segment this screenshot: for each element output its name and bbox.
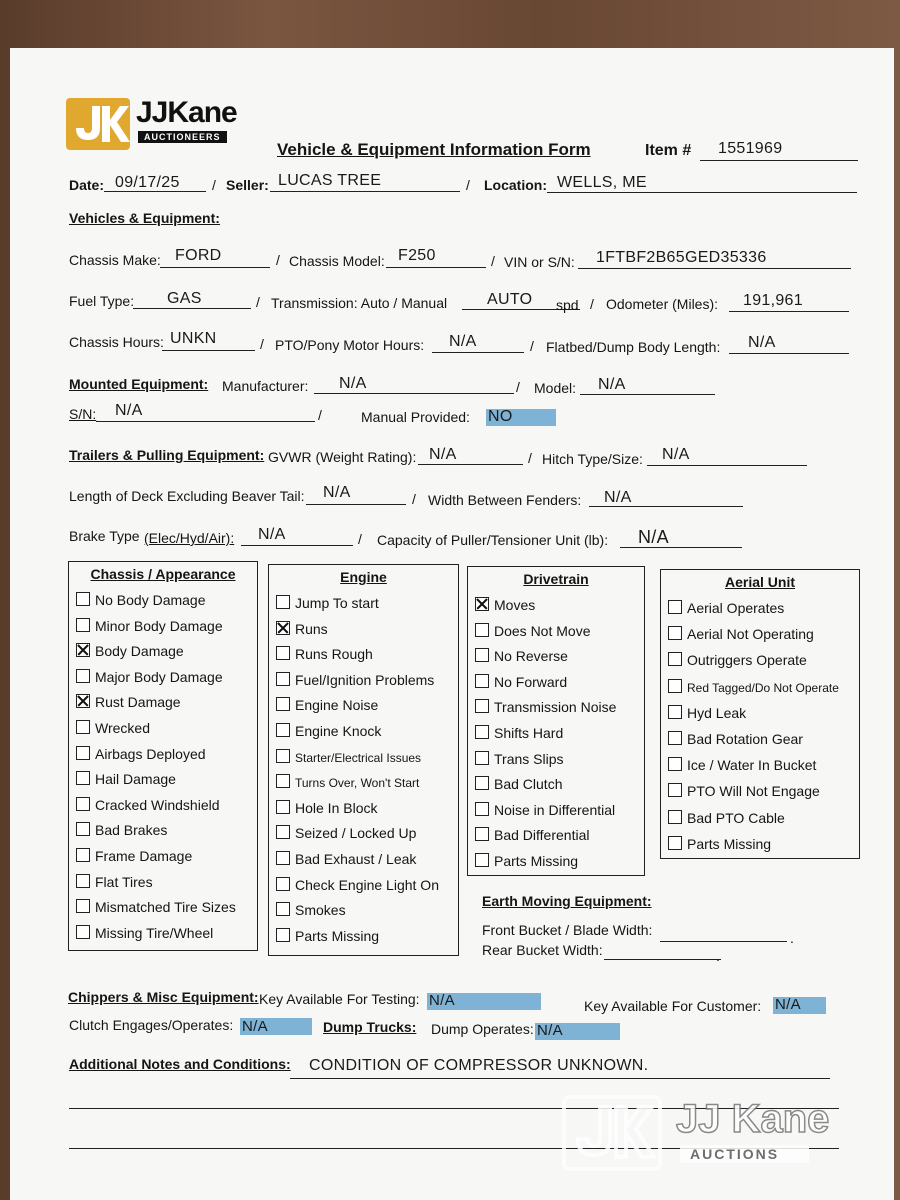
vin-label: VIN or S/N: — [504, 254, 575, 270]
key-testing-value: N/A — [429, 992, 455, 1009]
seller-value: LUCAS TREE — [278, 172, 382, 189]
checkbox-label: Aerial Operates — [687, 600, 785, 616]
brake-value: N/A — [258, 526, 286, 543]
checkbox-item[interactable] — [668, 705, 746, 721]
seller-line — [270, 191, 460, 192]
sn-line — [96, 421, 315, 422]
pto-hours-value: N/A — [449, 333, 477, 350]
chassis-hours-label: Chassis Hours: — [69, 334, 164, 350]
fuel-line — [133, 308, 251, 309]
engine-box-title: Engine — [340, 569, 387, 585]
checkbox-item[interactable] — [668, 757, 816, 773]
vin-line — [578, 268, 851, 269]
sep-slash: / — [491, 253, 495, 269]
checkbox-item[interactable] — [76, 822, 167, 838]
engine-box — [268, 564, 459, 956]
watermark — [562, 1095, 872, 1175]
checkbox-item[interactable] — [668, 679, 839, 695]
key-customer-value: N/A — [775, 996, 801, 1013]
checkbox-label: Fuel/Ignition Problems — [295, 671, 435, 688]
aerial-unit-box — [660, 569, 860, 859]
chassis-model-line — [386, 267, 486, 268]
sep-slash: / — [256, 294, 260, 310]
checkbox-icon[interactable] — [76, 848, 90, 862]
checkbox-item[interactable] — [668, 600, 784, 616]
gvwr-line — [418, 464, 523, 465]
checkbox-icon[interactable] — [668, 836, 682, 850]
checkbox-icon[interactable] — [76, 899, 90, 913]
checkbox-item[interactable] — [668, 652, 807, 668]
checkbox-icon[interactable] — [475, 802, 489, 816]
checkbox-item[interactable] — [475, 853, 578, 869]
checkbox-icon[interactable] — [276, 800, 290, 814]
checkbox-item[interactable] — [76, 848, 192, 864]
flatbed-line — [729, 353, 849, 354]
checkbox-icon[interactable] — [475, 725, 489, 739]
manual-value: NO — [488, 408, 513, 425]
chassis-make-value: FORD — [175, 247, 222, 264]
date-label: Date: — [69, 177, 105, 193]
manufacturer-label: Manufacturer: — [222, 378, 309, 394]
checkbox-icon[interactable] — [276, 928, 290, 942]
chippers-heading: Chippers & Misc Equipment: — [68, 989, 259, 1005]
checkbox-label: Minor Body Damage — [95, 617, 223, 634]
checkbox-label: Flat Tires — [95, 873, 153, 890]
checkbox-icon[interactable] — [76, 720, 90, 734]
fenders-label: Width Between Fenders: — [428, 492, 582, 508]
checkbox-label: Bad Brakes — [95, 822, 168, 839]
checkbox-icon[interactable] — [668, 600, 682, 614]
checkbox-icon[interactable] — [76, 797, 90, 811]
fuel-value: GAS — [167, 290, 202, 307]
checkbox-icon[interactable] — [668, 783, 682, 797]
sep-slash: / — [318, 407, 322, 423]
model-label: Model: — [534, 380, 577, 396]
checkbox-item[interactable] — [668, 626, 814, 642]
dump-heading: Dump Trucks: — [323, 1019, 417, 1035]
checkbox-item[interactable] — [475, 699, 616, 715]
checkbox-item[interactable] — [76, 797, 220, 813]
checkbox-icon[interactable] — [668, 679, 682, 693]
checkbox-item[interactable] — [475, 776, 562, 792]
earth-heading: Earth Moving Equipment: — [482, 893, 652, 909]
checkbox-label: Jump To start — [295, 595, 379, 611]
sep-slash: / — [260, 336, 264, 352]
checkbox-item[interactable] — [276, 877, 439, 893]
checkbox-item[interactable] — [276, 595, 379, 611]
checkbox-icon[interactable] — [76, 592, 90, 606]
checkbox-icon[interactable] — [76, 771, 90, 785]
jjkane-logo — [66, 96, 266, 152]
flatbed-value: N/A — [748, 334, 776, 351]
checkbox-label: Parts Missing — [295, 927, 380, 944]
checkbox-item[interactable] — [76, 592, 206, 608]
checkbox-icon[interactable] — [475, 853, 489, 867]
deck-label: Length of Deck Excluding Beaver Tail: — [69, 488, 305, 504]
chassis-make-label: Chassis Make: — [69, 252, 161, 268]
checkbox-icon[interactable] — [276, 851, 290, 865]
drivetrain-box — [467, 566, 645, 876]
front-bucket-label: Front Bucket / Blade Width: — [482, 922, 653, 938]
checkbox-label: Parts Missing — [494, 853, 579, 869]
seller-label: Seller: — [226, 177, 269, 193]
checkbox-label: Shifts Hard — [494, 725, 564, 741]
chassis-appearance-box — [68, 561, 258, 951]
rear-bucket-line — [604, 959, 721, 960]
gvwr-label: GVWR (Weight Rating): — [268, 449, 417, 465]
checkbox-item[interactable] — [276, 646, 373, 662]
item-value: 1551969 — [718, 140, 783, 157]
checkbox-icon[interactable] — [668, 705, 682, 719]
flatbed-label: Flatbed/Dump Body Length: — [546, 339, 721, 355]
hitch-label: Hitch Type/Size: — [542, 451, 643, 467]
chassis-box-title: Chassis / Appearance — [90, 566, 236, 582]
checkbox-icon[interactable] — [276, 595, 290, 609]
logo-text: JJKane — [136, 96, 237, 129]
checkbox-icon[interactable] — [475, 623, 489, 637]
checkbox-icon[interactable] — [475, 751, 489, 765]
brake-label-2: (Elec/Hyd/Air): — [144, 530, 235, 546]
checkbox-label: Hail Damage — [95, 771, 176, 788]
checkbox-icon[interactable] — [76, 874, 90, 888]
checkbox-item[interactable] — [76, 720, 150, 736]
vehicles-heading: Vehicles & Equipment: — [69, 210, 220, 226]
checkbox-icon[interactable] — [276, 774, 290, 788]
spd-label: spd — [556, 297, 579, 313]
checkbox-item[interactable] — [475, 725, 563, 741]
checkbox-item[interactable] — [475, 597, 535, 613]
sep-slash: / — [412, 491, 416, 507]
checkbox-icon[interactable] — [76, 669, 90, 683]
checkbox-label: Aerial Not Operating — [687, 626, 814, 643]
checkbox-label: Runs — [295, 620, 328, 637]
logo-subtext: AUCTIONEERS — [138, 131, 227, 143]
checkbox-icon[interactable] — [276, 697, 290, 711]
checkbox-item[interactable] — [276, 749, 421, 765]
checkbox-item[interactable] — [76, 694, 181, 710]
checkbox-icon[interactable] — [276, 646, 290, 660]
brake-line — [241, 545, 353, 546]
checkbox-icon[interactable] — [276, 902, 290, 916]
brake-label: Brake Type — [69, 528, 140, 544]
checked-checkbox-icon[interactable] — [76, 694, 90, 708]
checkbox-label: Engine Noise — [295, 697, 379, 714]
manufacturer-line — [314, 393, 514, 394]
checkbox-label: Ice / Water In Bucket — [687, 757, 817, 774]
checkbox-label: Body Damage — [95, 643, 184, 660]
checkbox-icon[interactable] — [76, 822, 90, 836]
location-value: WELLS, ME — [557, 174, 647, 191]
checked-checkbox-icon[interactable] — [475, 597, 489, 611]
deck-line — [306, 504, 406, 505]
sep-slash: / — [528, 450, 532, 466]
item-line — [700, 160, 858, 161]
aerial-box-title: Aerial Unit — [724, 574, 795, 590]
checkbox-icon[interactable] — [668, 810, 682, 824]
checkbox-item[interactable] — [668, 783, 820, 799]
sep-slash: / — [516, 379, 520, 395]
checkbox-label: Bad Exhaust / Leak — [295, 851, 417, 867]
checkbox-label: Missing Tire/Wheel — [95, 924, 214, 941]
checkbox-icon[interactable] — [668, 757, 682, 771]
sep-slash: / — [590, 296, 594, 312]
checkbox-item[interactable] — [76, 643, 184, 659]
checkbox-item[interactable] — [668, 836, 771, 852]
manufacturer-value: N/A — [339, 375, 367, 392]
checkbox-item[interactable] — [276, 723, 381, 739]
checkbox-label: Parts Missing — [687, 835, 772, 852]
notes-heading: Additional Notes and Conditions: — [69, 1056, 291, 1072]
checkbox-label: PTO Will Not Engage — [687, 783, 820, 800]
capacity-value: N/A — [638, 527, 669, 547]
form-title: Vehicle & Equipment Information Form — [277, 140, 591, 159]
fenders-value: N/A — [604, 489, 632, 506]
checkbox-label: No Reverse — [494, 648, 568, 665]
checkbox-label: Wrecked — [95, 720, 150, 736]
pto-hours-line — [432, 352, 524, 353]
checkbox-item[interactable] — [76, 899, 236, 915]
checkbox-label: Rust Damage — [95, 694, 181, 711]
watermark-brand: JJ Kane — [676, 1097, 830, 1141]
checkbox-item[interactable] — [475, 751, 564, 767]
checkbox-label: Hyd Leak — [687, 704, 747, 721]
location-label: Location: — [484, 177, 547, 193]
checked-checkbox-icon[interactable] — [76, 643, 90, 657]
checkbox-icon[interactable] — [276, 723, 290, 737]
checkbox-icon[interactable] — [475, 827, 489, 841]
checkbox-label: Smokes — [295, 902, 346, 919]
deck-value: N/A — [323, 484, 351, 501]
checkbox-icon[interactable] — [76, 925, 90, 939]
checkbox-label: Outriggers Operate — [687, 652, 807, 669]
checkbox-label: Check Engine Light On — [295, 876, 439, 893]
checkbox-icon[interactable] — [475, 674, 489, 688]
checkbox-label: Red Tagged/Do Not Operate — [687, 680, 839, 695]
rear-bucket-label: Rear Bucket Width: — [482, 942, 603, 958]
sn-value: N/A — [115, 402, 143, 419]
chassis-hours-value: UNKN — [170, 330, 217, 347]
key-customer-label: Key Available For Customer: — [584, 998, 762, 1014]
sep-slash: / — [530, 338, 534, 354]
drivetrain-box-title: Drivetrain — [523, 571, 589, 587]
checkbox-label: Bad PTO Cable — [687, 809, 785, 826]
checkbox-item[interactable] — [76, 925, 213, 941]
checkbox-label: Noise in Differential — [494, 801, 616, 818]
checkbox-item[interactable] — [475, 674, 567, 690]
checkbox-label: Transmission Noise — [494, 699, 617, 716]
dump-label: Dump Operates: — [431, 1021, 534, 1037]
checkbox-item[interactable] — [475, 827, 589, 843]
checkbox-icon[interactable] — [276, 672, 290, 686]
checkbox-label: Seized / Locked Up — [295, 825, 417, 842]
checkbox-item[interactable] — [668, 810, 785, 826]
notes-text: CONDITION OF COMPRESSOR UNKNOWN. — [309, 1057, 649, 1074]
checkbox-icon[interactable] — [76, 746, 90, 760]
dump-value: N/A — [537, 1022, 563, 1039]
clutch-label: Clutch Engages/Operates: — [69, 1017, 234, 1033]
capacity-label: Capacity of Puller/Tensioner Unit (lb): — [377, 532, 609, 548]
checkbox-label: No Forward — [494, 673, 568, 690]
checkbox-item[interactable] — [276, 621, 328, 637]
trailers-heading: Trailers & Pulling Equipment: — [69, 447, 265, 463]
checkbox-item[interactable] — [276, 851, 416, 867]
checkbox-label: Mismatched Tire Sizes — [95, 899, 236, 916]
checkbox-icon[interactable] — [276, 825, 290, 839]
checkbox-label: Airbags Deployed — [95, 745, 206, 762]
checkbox-item[interactable] — [76, 669, 223, 685]
checkbox-icon[interactable] — [475, 648, 489, 662]
hitch-value: N/A — [662, 446, 690, 463]
checkbox-label: Bad Rotation Gear — [687, 731, 803, 747]
clutch-value: N/A — [242, 1018, 268, 1035]
chassis-model-value: F250 — [398, 247, 436, 264]
checkbox-item[interactable] — [76, 771, 176, 787]
checkbox-item[interactable] — [276, 800, 377, 816]
checkbox-label: Trans Slips — [494, 750, 564, 767]
checkbox-label: Engine Knock — [295, 723, 382, 739]
sep-slash: / — [276, 252, 280, 268]
pto-hours-label: PTO/Pony Motor Hours: — [275, 337, 425, 353]
checkbox-label: Turns Over, Won't Start — [295, 776, 420, 791]
location-line — [547, 192, 857, 193]
transmission-value: AUTO — [487, 291, 533, 308]
checkbox-label: Moves — [494, 597, 536, 613]
checkbox-label: Cracked Windshield — [95, 796, 220, 813]
notes-line-1 — [290, 1078, 830, 1079]
checkbox-label: Does Not Move — [494, 622, 591, 639]
period-mark: . — [716, 948, 720, 964]
model-value: N/A — [598, 376, 626, 393]
chassis-hours-line — [162, 350, 255, 351]
sep-slash: / — [466, 177, 470, 193]
odometer-label: Odometer (Miles): — [606, 296, 719, 312]
checkbox-icon[interactable] — [475, 776, 489, 790]
odometer-value: 191,961 — [743, 292, 803, 309]
manual-label: Manual Provided: — [361, 409, 470, 425]
odometer-line — [729, 311, 849, 312]
jk-monogram-icon — [66, 98, 130, 150]
checkbox-icon[interactable] — [668, 626, 682, 640]
key-testing-label: Key Available For Testing: — [259, 991, 420, 1007]
checkbox-icon[interactable] — [276, 749, 290, 763]
checkbox-label: No Body Damage — [95, 592, 206, 608]
checkbox-item[interactable] — [475, 648, 568, 664]
vin-value: 1FTBF2B65GED35336 — [596, 249, 767, 266]
checkbox-item[interactable] — [475, 623, 590, 639]
checkbox-label: Starter/Electrical Issues — [295, 750, 422, 765]
checkbox-item[interactable] — [276, 774, 419, 790]
checkbox-item[interactable] — [276, 902, 346, 918]
checkbox-label: Major Body Damage — [95, 668, 223, 685]
fuel-label: Fuel Type: — [69, 293, 135, 309]
checkbox-label: Runs Rough — [295, 646, 373, 663]
gvwr-value: N/A — [429, 446, 457, 463]
checkbox-item[interactable] — [668, 731, 803, 747]
mounted-heading: Mounted Equipment: — [69, 376, 209, 392]
checkbox-label: Hole In Block — [295, 799, 378, 816]
sep-slash: / — [212, 177, 216, 193]
checkbox-item[interactable] — [76, 746, 206, 762]
checkbox-icon[interactable] — [475, 699, 489, 713]
checkbox-icon[interactable] — [668, 731, 682, 745]
sep-slash: / — [358, 531, 362, 547]
checkbox-label: Bad Clutch — [494, 776, 563, 793]
checkbox-icon[interactable] — [76, 618, 90, 632]
checkbox-icon[interactable] — [668, 652, 682, 666]
hitch-line — [647, 465, 807, 466]
checkbox-item[interactable] — [76, 618, 223, 634]
checkbox-item[interactable] — [276, 825, 416, 841]
item-label: Item # — [645, 142, 692, 159]
checkbox-icon[interactable] — [276, 877, 290, 891]
checkbox-item[interactable] — [276, 928, 379, 944]
chassis-make-line — [160, 267, 270, 268]
period-mark: . — [790, 930, 794, 946]
checkbox-item[interactable] — [76, 874, 153, 890]
checked-checkbox-icon[interactable] — [276, 621, 290, 635]
date-value: 09/17/25 — [115, 174, 180, 191]
sn-label: S/N: — [69, 406, 97, 422]
model-line — [580, 394, 715, 395]
transmission-label: Transmission: Auto / Manual — [271, 295, 448, 311]
checkbox-item[interactable] — [276, 672, 434, 688]
checkbox-label: Frame Damage — [95, 848, 193, 864]
checkbox-item[interactable] — [475, 802, 615, 818]
checkbox-item[interactable] — [276, 697, 378, 713]
front-bucket-line — [660, 941, 787, 942]
watermark-sub: AUCTIONS — [680, 1145, 809, 1163]
jk-watermark-icon — [562, 1095, 662, 1171]
checkbox-label: Bad Differential — [494, 827, 590, 844]
chassis-model-label: Chassis Model: — [289, 253, 385, 269]
